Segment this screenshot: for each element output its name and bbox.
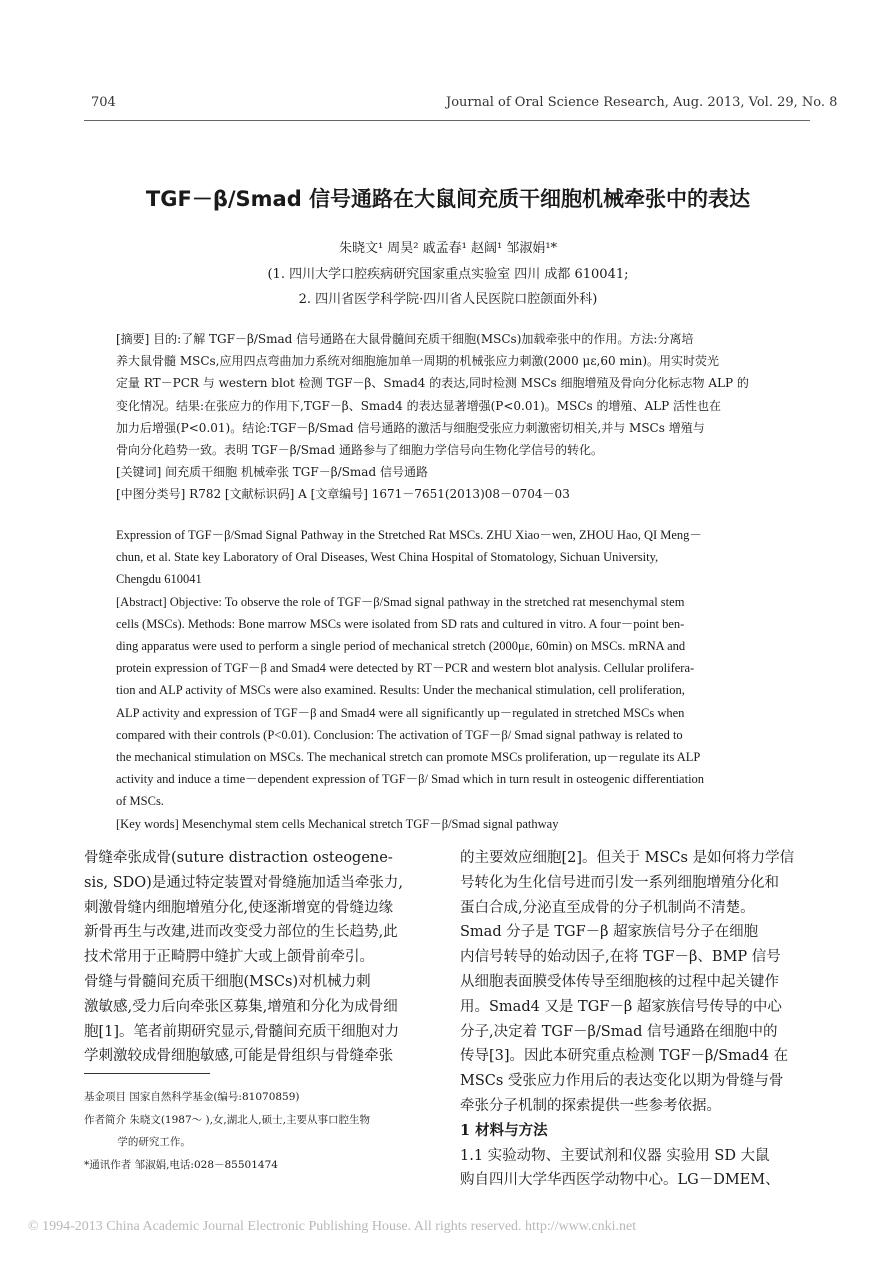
classification-cn: [中图分类号] R782 [文献标识码] A [文章编号] 1671－7651(2013)08－0704－03 bbox=[116, 487, 570, 502]
copyright-footer: © 1994-2013 China Academic Journal Electronic Publishing House. All rights reserved. http://www.cnki.net bbox=[28, 1219, 637, 1234]
abstract-en-line: compared with their controls (P<0.01). Conclusion: The activation of TGF－β/ Smad signal pathway is related to bbox=[116, 727, 683, 742]
body-line: 骨缝牵张成骨(suture distraction osteogene- bbox=[84, 850, 393, 866]
body-line: 用。Smad4 又是 TGF－β 超家族信号传导的中心 bbox=[460, 998, 782, 1015]
body-line: 激敏感,受力后向牵张区募集,增殖和分化为成骨细 bbox=[84, 998, 398, 1015]
affiliation-1: (1. 四川大学口腔疾病研究国家重点实验室 四川 成都 610041; bbox=[267, 267, 629, 282]
body-left-column bbox=[84, 846, 436, 1069]
body-line: 新骨再生与改建,进而改变受力部位的生长趋势,此 bbox=[84, 924, 398, 941]
abstract-en-line: tion and ALP activity of MSCs were also examined. Results: Under the mechanical stimulation, cell proliferation, bbox=[116, 683, 685, 698]
body-line: 内信号转导的始动因子,在将 TGF－β、BMP 信号 bbox=[460, 949, 781, 966]
body-line: 的主要效应细胞[2]。但关于 MSCs 是如何将力学信 bbox=[460, 850, 795, 866]
abstract-en-line: Chengdu 610041 bbox=[116, 572, 202, 587]
body-line: 牵张分子机制的探索提供一些参考依据。 bbox=[460, 1097, 721, 1114]
body-line: 1.1 实验动物、主要试剂和仪器 实验用 SD 大鼠 bbox=[460, 1147, 770, 1164]
body-line: 蛋白合成,分泌直至成骨的分子机制尚不清楚。 bbox=[460, 899, 755, 916]
body-line: 学刺激较成骨细胞敏感,可能是骨组织与骨缝牵张 bbox=[84, 1048, 394, 1065]
authors: 朱晓文¹ 周昊² 戚孟春¹ 赵阔¹ 邹淑娟¹* bbox=[338, 241, 558, 256]
abstract-cn-line: [摘要] 目的:了解 TGF－β/Smad 信号通路在大鼠骨髓间充质干细胞(MSCs)加载牵张中的作用。方法:分离培 bbox=[116, 332, 694, 346]
body-line: Smad 分子是 TGF－β 超家族信号分子在细胞 bbox=[460, 924, 759, 941]
abstract-en-line: Expression of TGF－β/Smad Signal Pathway in the Stretched Rat MSCs. ZHU Xiao－wen, ZHOU Hao, QI Meng－ bbox=[116, 528, 702, 542]
abstract-cn-line: 养大鼠骨髓 MSCs,应用四点弯曲加力系统对细胞施加单一周期的机械张应力刺激(2000 με,60 min)。用实时荧光 bbox=[116, 354, 720, 369]
page-number: 704 bbox=[91, 95, 116, 110]
abstract-cn-line: 变化情况。结果:在张应力的作用下,TGF－β、Smad4 的表达显著增强(P<0.01)。MSCs 的增殖、ALP 活性也在 bbox=[116, 398, 721, 413]
funding-note: 基金项目 国家自然科学基金(编号:81070859) bbox=[84, 1091, 300, 1103]
abstract-cn-line: 定量 RT－PCR 与 western blot 检测 TGF－β、Smad4 的表达,同时检测 MSCs 细胞增殖及骨向分化标志物 ALP 的 bbox=[116, 376, 749, 391]
body-line: 胞[1]。笔者前期研究显示,骨髓间充质干细胞对力 bbox=[84, 1023, 400, 1040]
journal-running-head: Journal of Oral Science Research, Aug. 2013, Vol. 29, No. 8 bbox=[446, 95, 838, 110]
body-line: 号转化为生化信号进而引发一系列细胞增殖分化和 bbox=[460, 874, 779, 891]
footnotes bbox=[84, 1086, 436, 1176]
footnote-rule bbox=[84, 1073, 210, 1074]
affiliation-2: 2. 四川省医学科学院·四川省人民医院口腔颌面外科) bbox=[298, 292, 598, 307]
author-bio: 作者简介 朱晓文(1987～ ),女,湖北人,硕士,主要从事口腔生物 bbox=[84, 1113, 370, 1126]
body-right-column bbox=[460, 846, 812, 1193]
body-line: 刺激骨缝内细胞增殖分化,使逐渐增宽的骨缝边缘 bbox=[84, 899, 394, 916]
body-line: 从细胞表面膜受体传导至细胞核的过程中起关键作 bbox=[460, 973, 779, 990]
body-line: 技术常用于正畸腭中缝扩大或上颌骨前牵引。 bbox=[84, 949, 374, 966]
section-heading: 1 材料与方法 bbox=[460, 1121, 548, 1139]
abstract-cn-line: 加力后增强(P<0.01)。结论:TGF－β/Smad 信号通路的激活与细胞受张应力刺激密切相关,并与 MSCs 增殖与 bbox=[116, 420, 705, 435]
abstract-en-line: [Abstract] Objective: To observe the role of TGF－β/Smad signal pathway in the stretched rat mesenchymal stem bbox=[116, 594, 685, 609]
abstract-en-line: the mechanical stimulation on MSCs. The mechanical stretch can promote MSCs proliferation, up－regulate its ALP bbox=[116, 750, 701, 765]
abstract-en-line: of MSCs. bbox=[116, 794, 164, 809]
body-line: 购自四川大学华西医学动物中心。LG－DMEM、 bbox=[460, 1172, 780, 1189]
body-line: MSCs 受张应力作用后的表达变化以期为骨缝与骨 bbox=[460, 1073, 784, 1090]
abstract-en-line: ding apparatus were used to perform a single period of mechanical stretch (2000με, 60min) on MSCs. mRNA and bbox=[116, 639, 686, 654]
author-bio-cont: 学的研究工作。 bbox=[84, 1136, 191, 1148]
abstract-en-line: protein expression of TGF－β and Smad4 were detected by RT－PCR and western blot analysis. Cellular prolifera- bbox=[116, 661, 695, 676]
abstract-en-line: chun, et al. State key Laboratory of Oral Diseases, West China Hospital of Stomatology, Sichuan University, bbox=[116, 550, 659, 565]
abstract-en-line: cells (MSCs). Methods: Bone marrow MSCs were isolated from SD rats and cultured in vitro. A four－point ben- bbox=[116, 616, 685, 631]
header-rule bbox=[84, 120, 810, 121]
body-line: 骨缝与骨髓间充质干细胞(MSCs)对机械力刺 bbox=[84, 973, 371, 990]
corresponding-author: *通讯作者 邹淑娟,电话:028－85501474 bbox=[84, 1158, 278, 1171]
body-line: 分子,决定着 TGF－β/Smad 信号通路在细胞中的 bbox=[460, 1023, 778, 1040]
keywords-en: [Key words] Mesenchymal stem cells Mechanical stretch TGF－β/Smad signal pathway bbox=[116, 816, 559, 831]
abstract-en-line: activity and induce a time－dependent expression of TGF－β/ Smad which in turn result in osteogenic differentiation bbox=[116, 772, 705, 787]
body-line: sis, SDO)是通过特定装置对骨缝施加适当牵张力, bbox=[84, 874, 403, 891]
abstract-cn-line: 骨向分化趋势一致。表明 TGF－β/Smad 通路参与了细胞力学信号向生物化学信号的转化。 bbox=[116, 443, 603, 458]
body-line: 传导[3]。因此本研究重点检测 TGF－β/Smad4 在 bbox=[460, 1048, 789, 1065]
abstract-cn bbox=[116, 328, 776, 506]
abstract-en-line: ALP activity and expression of TGF－β and Smad4 were all significantly up－regulated in stretched MSCs when bbox=[116, 705, 685, 720]
abstract-en bbox=[116, 524, 776, 835]
keywords-cn: [关键词] 间充质干细胞 机械牵张 TGF－β/Smad 信号通路 bbox=[116, 465, 428, 480]
article-title: TGF－β/Smad 信号通路在大鼠间充质干细胞机械牵张中的表达 bbox=[145, 187, 751, 211]
